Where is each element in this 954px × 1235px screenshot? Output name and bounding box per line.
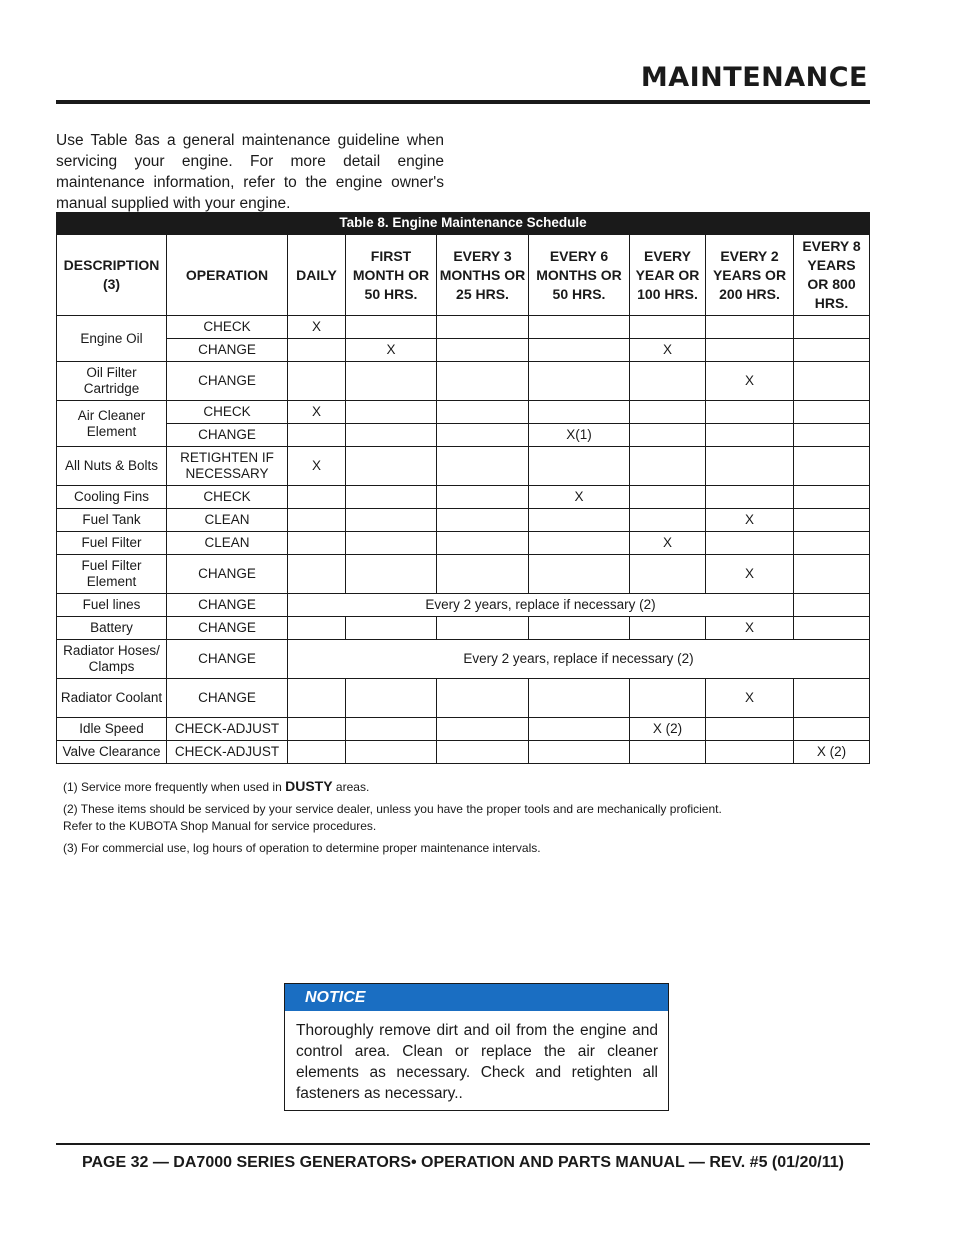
footnote-2: (2) These items should be serviced by your service dealer, unless you have the proper tools and are mechanically proficient. Refer to the KUBOTA Shop Manual for service procedures.: [63, 802, 722, 833]
table-row: [57, 594, 870, 617]
notice-text: Thoroughly remove dirt and oil from the engine and control area. Clean or replace the air cleaner elements as necessary. Check and retighten all fasteners as necessary..: [296, 1022, 658, 1102]
mark-cell: X(1): [529, 424, 630, 447]
dusty-emphasis: DUSTY: [285, 778, 333, 794]
table-row: [57, 486, 870, 509]
row-label-radiator-hoses: Radiator Hoses/ Clamps: [57, 640, 167, 679]
table-row: [57, 718, 870, 741]
operation-cell: CHANGE: [167, 679, 288, 718]
operation-cell: CHANGE: [167, 594, 288, 617]
mark-cell: X: [529, 486, 630, 509]
footnotes: [63, 778, 743, 862]
table-row: [57, 401, 870, 424]
mark-cell: X: [706, 555, 794, 594]
intro-paragraph: Use Table 8as a general maintenance guideline when servicing your engine. For more detail engine maintenance information, refer to the engine owner's manual supplied with your engine.: [56, 131, 444, 212]
table-row: [57, 532, 870, 555]
header-divider: [56, 100, 870, 104]
table-row: [57, 555, 870, 594]
table-row: [57, 617, 870, 640]
table-header-row: [57, 235, 870, 316]
table-caption: Table 8. Engine Maintenance Schedule: [56, 212, 870, 234]
mark-cell: X (2): [794, 741, 870, 764]
operation-cell: RETIGHTEN IF NECESSARY: [167, 447, 288, 486]
table-row: [57, 362, 870, 401]
table-row: [57, 509, 870, 532]
footnote-3: (3) For commercial use, log hours of operation to determine proper maintenance intervals.: [63, 841, 541, 855]
col-header-operation: OPERATION: [167, 235, 288, 316]
row-label-oil-filter: Oil Filter Cartridge: [57, 362, 167, 401]
table-row: [57, 339, 870, 362]
operation-cell: CHECK-ADJUST: [167, 741, 288, 764]
operation-cell: CHECK: [167, 486, 288, 509]
operation-cell: CHANGE: [167, 617, 288, 640]
operation-cell: CLEAN: [167, 532, 288, 555]
mark-cell: X (2): [630, 718, 706, 741]
span-note-cell: Every 2 years, replace if necessary (2): [288, 594, 794, 617]
operation-cell: CHANGE: [167, 640, 288, 679]
col-header-every-6-months: EVERY 6 MONTHS OR 50 HRS.: [529, 235, 630, 316]
table-row: [57, 640, 870, 679]
mark-cell: X: [630, 339, 706, 362]
operation-cell: CLEAN: [167, 509, 288, 532]
row-label-fuel-filter: Fuel Filter: [57, 532, 167, 555]
col-header-description: DESCRIPTION (3): [57, 235, 167, 316]
page-footer: PAGE 32 — DA7000 SERIES GENERATORS• OPERATION AND PARTS MANUAL — REV. #5 (01/20/11): [82, 1154, 844, 1171]
row-label-radiator-coolant: Radiator Coolant: [57, 679, 167, 718]
col-header-every-8-years: EVERY 8 YEARS OR 800 HRS.: [794, 235, 870, 316]
operation-cell: CHECK: [167, 316, 288, 339]
row-label-nuts-bolts: All Nuts & Bolts: [57, 447, 167, 486]
table-row: [57, 424, 870, 447]
table-row: [57, 447, 870, 486]
operation-cell: CHECK: [167, 401, 288, 424]
table-row: [57, 679, 870, 718]
mark-cell: X: [630, 532, 706, 555]
footnote-1: (1) Service more frequently when used in DUSTY areas.: [63, 778, 370, 794]
operation-cell: CHECK-ADJUST: [167, 718, 288, 741]
col-header-every-3-months: EVERY 3 MONTHS OR 25 HRS.: [437, 235, 529, 316]
row-label-fuel-lines: Fuel lines: [57, 594, 167, 617]
mark-cell: X: [346, 339, 437, 362]
table-row: [57, 316, 870, 339]
operation-cell: CHANGE: [167, 555, 288, 594]
footer-divider: [56, 1143, 870, 1145]
mark-cell: X: [706, 679, 794, 718]
maintenance-schedule-table: [56, 212, 870, 764]
notice-box: [284, 983, 669, 1111]
mark-cell: X: [288, 316, 346, 339]
operation-cell: CHANGE: [167, 424, 288, 447]
mark-cell: X: [706, 617, 794, 640]
col-header-first-month: FIRST MONTH OR 50 HRS.: [346, 235, 437, 316]
mark-cell: X: [706, 509, 794, 532]
col-header-every-year: EVERY YEAR OR 100 HRS.: [630, 235, 706, 316]
row-label-battery: Battery: [57, 617, 167, 640]
row-label-idle-speed: Idle Speed: [57, 718, 167, 741]
mark-cell: X: [288, 447, 346, 486]
notice-label: NOTICE: [285, 984, 668, 1011]
row-label-air-cleaner: Air Cleaner Element: [57, 401, 167, 447]
table-row: [57, 741, 870, 764]
span-note-cell: Every 2 years, replace if necessary (2): [288, 640, 870, 679]
row-label-cooling-fins: Cooling Fins: [57, 486, 167, 509]
mark-cell: X: [288, 401, 346, 424]
col-header-daily: DAILY: [288, 235, 346, 316]
row-label-fuel-filter-element: Fuel Filter Element: [57, 555, 167, 594]
operation-cell: CHANGE: [167, 339, 288, 362]
row-label-fuel-tank: Fuel Tank: [57, 509, 167, 532]
col-header-every-2-years: EVERY 2 YEARS OR 200 HRS.: [706, 235, 794, 316]
operation-cell: CHANGE: [167, 362, 288, 401]
row-label-valve-clearance: Valve Clearance: [57, 741, 167, 764]
mark-cell: X: [706, 362, 794, 401]
page-title: MAINTENANCE: [640, 62, 868, 93]
row-label-engine-oil: Engine Oil: [57, 316, 167, 362]
